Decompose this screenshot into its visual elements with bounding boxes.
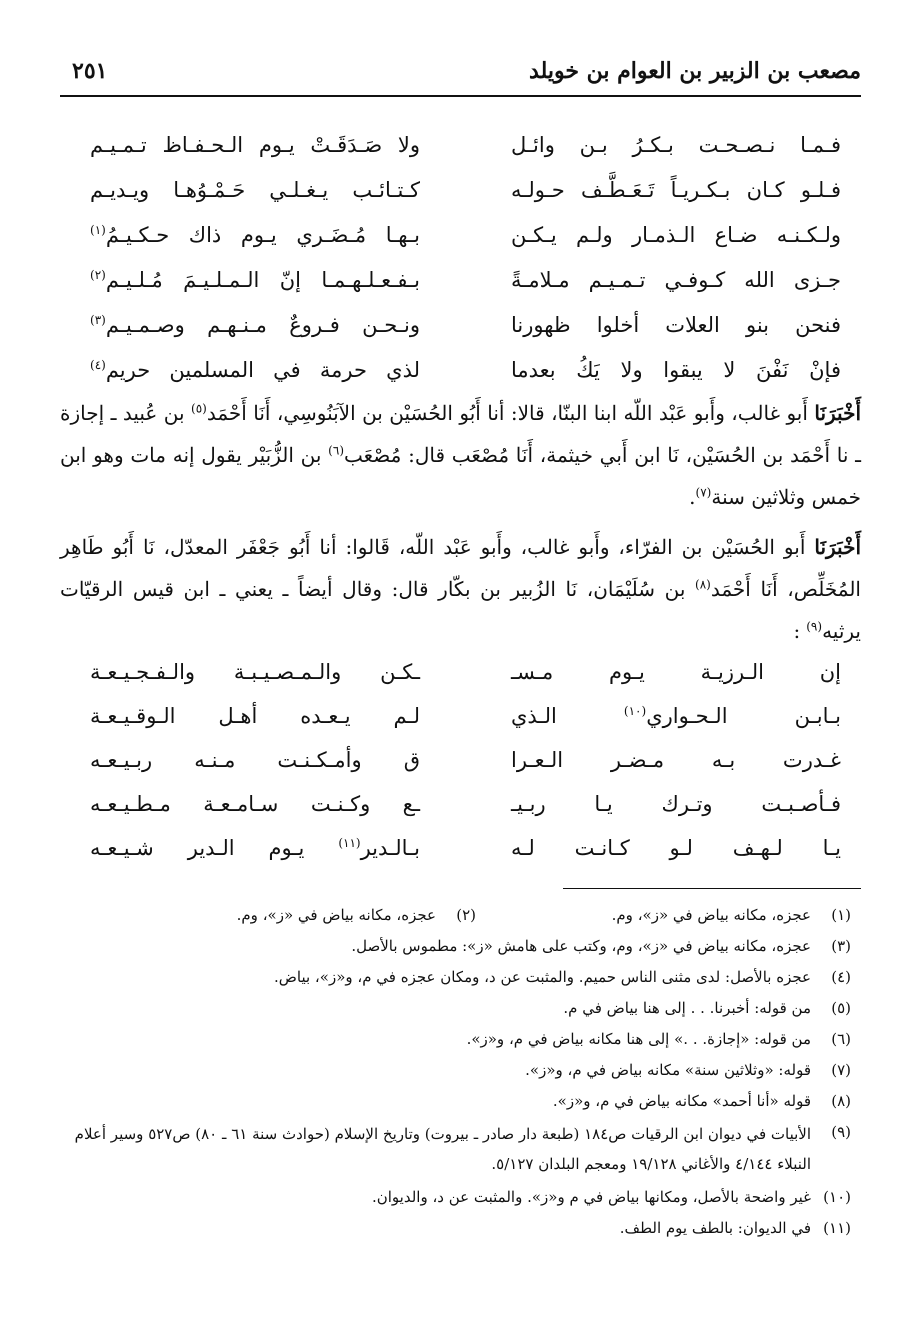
verse-first-hemistich: ولـكـنـه ضـاع الـذمـار ولـم يـكـن: [511, 223, 841, 247]
verse: [60, 268, 861, 313]
isnad-paragraph: أَخْبَرَنَا أَبو الحُسَيْن بن الفرّاء، وأَبو غالب، وأَبو عَبْد اللّه، قَالوا: أنا أَبُو جَعْفَر المعدّل، نَا أَبُو طَاهِر المُخَلِّص، أَنَا أَحْمَد$^{(٨)}$ بن سُلَيْمَان، نَا الزُبير بن بكّار قال: وقال أيضاً ـ يعني ـ ابن قيس الرقيّات يرثيه$^{(٩)}$:: [60, 535, 861, 643]
verse: [60, 178, 861, 223]
footnote-marker: (٩): [806, 619, 823, 634]
footnotes: [60, 902, 851, 1246]
footnote-text: قوله: «وثلاثين سنة» مكانه بياض في م، و«ز».: [525, 1061, 811, 1079]
verse-second-hemistich: ولا صَـدَقَـتْ يـوم الـحـفـاظ تـمـيـم: [90, 133, 420, 157]
verse: [60, 313, 861, 358]
akhbarana-lead: أَخْبَرَنَا: [814, 401, 861, 425]
verse-first-hemistich: فإنْ نَفْنَ لا يبقوا ولا يَكُ بعدما: [511, 358, 841, 382]
footnote-marker: (١): [90, 223, 106, 237]
verse-second-hemistich: بـالـدير$^{(١١)}$ يـوم الـدير شـيـعـه: [90, 836, 420, 860]
footnote-text: عجزه، مكانه بياض في «ز»، وم.: [236, 906, 436, 924]
verse-first-hemistich: إن الـرزيـة يـوم مـسـ: [511, 660, 841, 684]
verse: [60, 223, 861, 268]
footnote-number: (٧): [831, 1061, 851, 1079]
footnote-number: (٥): [831, 999, 851, 1017]
footnote-text: في الديوان: بالطف يوم الطف.: [619, 1219, 811, 1237]
page-number: ٢٥١: [72, 58, 108, 84]
verse-second-hemistich: بـفـعـلـهـمـا إنّ الـمـلـيـمَ مُـلـيـم$^{(٢)}$: [90, 268, 420, 292]
verse: [60, 836, 861, 880]
verse-first-hemistich: فـمـا نـصـحـت بـكـرُ بـن وائـل: [511, 133, 841, 157]
footnote-text: قوله «أنا أحمد» مكانه بياض في م، و«ز».: [552, 1092, 811, 1110]
footnote: [60, 933, 851, 959]
footnote-number: (٨): [831, 1092, 851, 1110]
footnote-marker: (٧): [695, 485, 712, 500]
verse: [60, 704, 861, 748]
footnote-number: (٣): [831, 937, 851, 955]
verse-second-hemistich: ق وأمـكـنـت مـنـه ربـيـعـه: [90, 748, 420, 772]
footnote-number: (٩): [831, 1123, 851, 1141]
poem-first: [60, 133, 861, 403]
footnote-text: غير واضحة بالأصل، ومكانها بياض في م و«ز». والمثبت عن د، والديوان.: [371, 1188, 811, 1206]
footnote-marker: (٣): [90, 313, 106, 327]
poem-second: [60, 660, 861, 880]
footnote-marker: (٤): [90, 358, 106, 372]
footnote-separator: [563, 888, 861, 889]
verse: [60, 660, 861, 704]
verse: [60, 748, 861, 792]
verse-second-hemistich: كـتـائـب يـغـلـي حَـمْـوُهـا ويـديـم: [90, 178, 420, 202]
header-rule: [60, 95, 861, 97]
footnote: [60, 1184, 851, 1210]
footnote-number: (٤): [831, 968, 851, 986]
footnote-number: (١٠): [823, 1188, 851, 1206]
footnote-number: (٦): [831, 1030, 851, 1048]
footnote-number: (٢): [456, 906, 476, 924]
footnote-text: الأبيات في ديوان ابن الرقيات ص١٨٤ (طبعة دار صادر ـ بيروت) وتاريخ الإسلام (حوادث سنة ٦١ ـ ٨٠) ص٥٢٧ وسير أعلام النبلاء ٤/١٤٤ والأغاني ١٩/١٢٨ ومعجم البلدان ٥/١٢٧.: [74, 1125, 811, 1173]
footnote: [60, 1088, 851, 1114]
footnote-marker: (١٠): [623, 704, 647, 718]
footnote-marker: (٢): [90, 268, 106, 282]
verse-first-hemistich: فـلـو كـان بـكـريـاً تَـعَـطَّـف حـولـه: [511, 178, 841, 202]
verse-second-hemistich: لذي حرمة في المسلمين حريم$^{(٤)}$: [90, 358, 420, 382]
verse-second-hemistich: ونـحـن فـروعٌ مـنـهـم وصـمـيـم$^{(٣)}$: [90, 313, 420, 337]
footnote-marker: (٥): [191, 401, 207, 416]
verse-first-hemistich: جـزى الله كـوفـي تـمـيـم مـلامـةً: [511, 268, 841, 292]
isnad-paragraph: أَخْبَرَنَا أَبو غالب، وأَبو عَبْد اللّه ابنا البنّا، قالا: أنا أَبُو الحُسَيْن بن الآبَنُوسِي، أَنَا أَحْمَد$^{(٥)}$ بن عُبيد ـ إجازة ـ نا أَحْمَد بن الحُسَيْن، نَا ابن أَبي خيثمة، أَنَا مُصْعَب قال: مُصْعَب$^{(٦)}$ بن الزُّبَيْر يقول إنه مات وهو ابن خمس وثلاثين سنة$^{(٧)}$.: [60, 401, 862, 509]
page-header: [60, 58, 861, 92]
verse: [60, 133, 861, 178]
footnote-number: (١١): [823, 1219, 851, 1237]
verse-second-hemistich: ـكـن والـمـصـيـبـة والـفـجـيـعـة: [90, 660, 420, 684]
footnote-text: عجزه بالأصل: لدى مثنى الناس حميم. والمثبت عن د، ومكان عجزه في م، و«ز»، بياض.: [273, 968, 811, 986]
footnote-number: (١): [831, 906, 851, 924]
book-page: [60, 0, 861, 1338]
footnote-marker: (٦): [328, 443, 344, 458]
footnote: [612, 902, 851, 928]
footnote: [60, 1119, 851, 1179]
akhbarana-lead: أَخْبَرَنَا: [814, 535, 861, 559]
footnote: [60, 995, 851, 1021]
footnote: [60, 964, 851, 990]
footnote-text: من قوله: أخبرنا. . . إلى هنا بياض في م.: [563, 999, 811, 1017]
footnote-text: عجزه، مكانه بياض في «ز»، وم، وكتب على هامش «ز»: مطموس بالأصل.: [351, 937, 811, 955]
verse-first-hemistich: فـأصـبـت وتـرك يـا ربـيـ: [511, 792, 841, 816]
footnote-marker: (١١): [338, 836, 361, 850]
verse-first-hemistich: يـا لـهـف لـو كـانـت لـه: [511, 836, 841, 860]
running-title: مصعب بن الزبير بن العوام بن خويلد: [529, 58, 861, 84]
verse-second-hemistich: بـهـا مُـضَـري يـوم ذاك حـكـيـمُ$^{(١)}$: [90, 223, 420, 247]
footnote-text: من قوله: «إجازة. . .» إلى هنا مكانه بياض في م، و«ز».: [466, 1030, 811, 1048]
verse-second-hemistich: ـع وكـنـت سـامـعـة مـطـيـعـه: [90, 792, 420, 816]
footnote-text: عجزه، مكانه بياض في «ز»، وم.: [611, 906, 811, 924]
footnote: [60, 1057, 851, 1083]
verse-first-hemistich: بـابـن الـحـواري$^{(١٠)}$ الـذي: [511, 704, 841, 728]
footnote-marker: (٨): [695, 577, 711, 592]
footnote-row: [60, 902, 851, 928]
verse-first-hemistich: غـدرت بـه مـضـر الـعـرا: [511, 748, 841, 772]
footnote: [60, 1215, 851, 1241]
verse-first-hemistich: فنحن بنو العلات أخلوا ظهورنا: [511, 313, 841, 337]
verse-second-hemistich: لـم يـعـده أهـل الـوقـيـعـة: [90, 704, 420, 728]
footnote: [237, 902, 476, 928]
footnote: [60, 1026, 851, 1052]
verse: [60, 792, 861, 836]
